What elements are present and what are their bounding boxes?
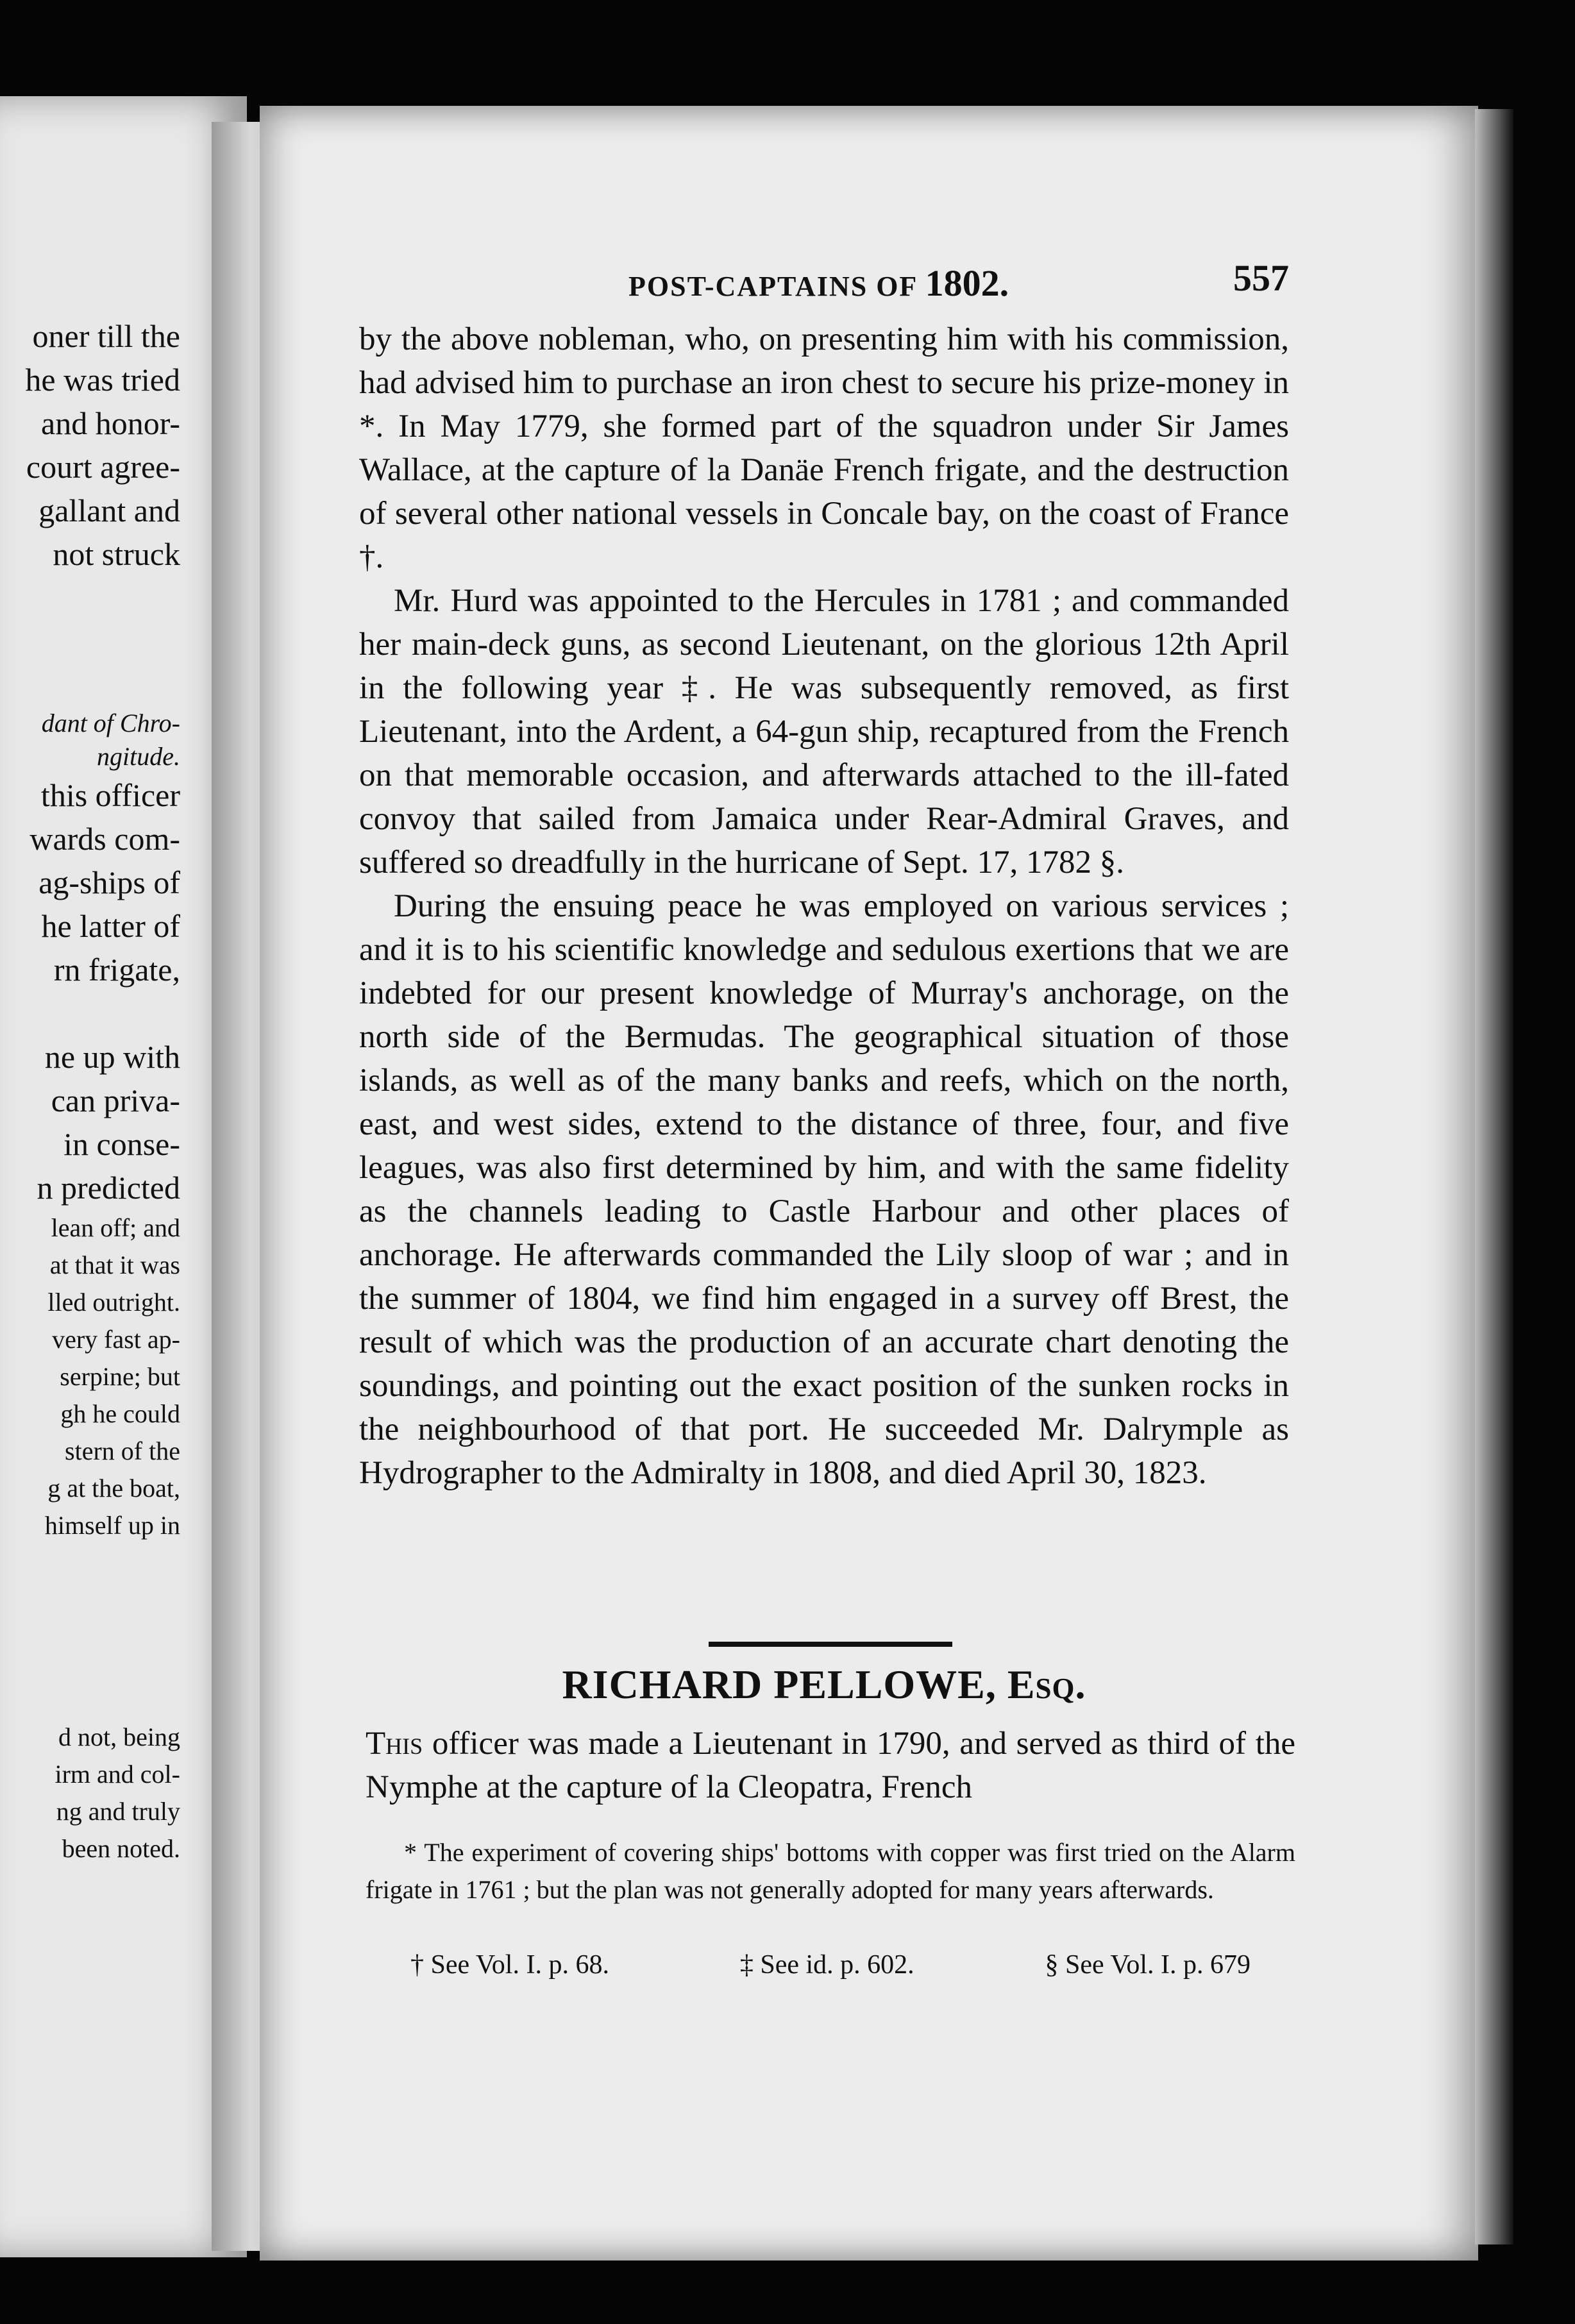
section-paragraph bbox=[366, 1722, 1295, 1809]
left-page-line: court agree- bbox=[26, 449, 180, 485]
left-page-line: stern of the bbox=[65, 1436, 180, 1465]
paragraph-2: Mr. Hurd was appointed to the Hercules in 1781 ; and commanded her main-deck guns, as second Lieutenant, on the glorious 12th April in the following year ‡. He was subsequently removed, as first Lieutenant, into the Ardent, a 64-gun ship, recaptured from the French on that memorable occasion, and afterwards attached to the ill-fated convoy that sailed from Jamaica under Rear-Admiral Graves, and suffered so dreadfully in the hurricane of Sept. 17, 1782 §. bbox=[359, 583, 1289, 880]
left-page-line: been noted. bbox=[62, 1834, 180, 1863]
running-head-year: 1802. bbox=[925, 262, 1009, 304]
running-head-text: POST-CAPTAINS OF bbox=[628, 271, 917, 302]
left-page-line: dant of Chro- bbox=[41, 709, 180, 737]
left-page-line: can priva- bbox=[51, 1082, 180, 1118]
section-text: officer was made a Lieutenant in 1790, and served as third of the Nymphe at the capture of la Cleopatra, French bbox=[366, 1726, 1295, 1805]
section-title-name: RICHARD PELLOWE, bbox=[562, 1662, 997, 1707]
section-lead-word: This bbox=[366, 1726, 423, 1762]
left-page-line: rn frigate, bbox=[53, 952, 180, 988]
left-facing-page bbox=[0, 96, 247, 2257]
left-page-line bbox=[0, 619, 180, 663]
left-page-line: ngitude. bbox=[97, 742, 180, 771]
page-edge bbox=[1475, 109, 1513, 2244]
footnote bbox=[366, 1834, 1295, 1908]
left-page-line: and honor- bbox=[41, 405, 180, 441]
left-page-line: ng and truly bbox=[56, 1797, 180, 1826]
left-page-line: in conse- bbox=[63, 1126, 180, 1162]
left-page-line bbox=[0, 576, 180, 619]
left-page-line: he latter of bbox=[41, 908, 180, 944]
left-page-line bbox=[0, 1544, 180, 1588]
section-divider bbox=[709, 1642, 952, 1647]
left-page-line bbox=[0, 1631, 180, 1675]
left-page-line: irm and col- bbox=[55, 1760, 180, 1789]
footnote-refs bbox=[410, 1949, 1251, 1980]
section-title-suffix: Esq. bbox=[1007, 1662, 1086, 1707]
footnote-ref-double-dagger: ‡ See id. p. 602. bbox=[739, 1950, 914, 1980]
page-number: 557 bbox=[1233, 257, 1289, 299]
left-page-line bbox=[0, 991, 180, 1035]
left-page-line bbox=[0, 1588, 180, 1631]
left-page-line: not struck bbox=[53, 536, 180, 572]
left-page-line: gallant and bbox=[38, 493, 180, 528]
left-page-line: this officer bbox=[40, 777, 180, 813]
left-page-line: lean off; and bbox=[51, 1213, 180, 1242]
left-page-line: himself up in bbox=[44, 1511, 180, 1540]
left-page-line: very fast ap- bbox=[52, 1325, 180, 1354]
left-page-line bbox=[0, 1675, 180, 1719]
left-page-line: lled outright. bbox=[47, 1288, 180, 1317]
left-page-line: g at the boat, bbox=[47, 1474, 180, 1503]
page-header bbox=[359, 257, 1289, 308]
left-page-line: n predicted bbox=[37, 1170, 180, 1206]
body-text bbox=[359, 317, 1289, 1495]
left-page-line: oner till the bbox=[32, 318, 180, 354]
footnote-main: * The experiment of covering ships' bottoms with copper was first tried on the Alarm frigate in 1761 ; but the plan was not generally adopted for many years afterwards. bbox=[366, 1838, 1295, 1904]
section-title bbox=[359, 1661, 1289, 1708]
left-page-line: serpine; but bbox=[60, 1362, 180, 1391]
left-page-line: d not, being bbox=[58, 1722, 180, 1751]
left-page-line: wards com- bbox=[29, 821, 180, 857]
footnote-ref-section: § See Vol. I. p. 679 bbox=[1045, 1950, 1251, 1980]
left-page-line: ne up with bbox=[44, 1039, 180, 1075]
left-page-line: ag-ships of bbox=[38, 864, 180, 900]
footnote-ref-dagger: † See Vol. I. p. 68. bbox=[410, 1950, 609, 1980]
running-head bbox=[628, 262, 1009, 305]
left-page-line: gh he could bbox=[60, 1399, 180, 1428]
paragraph-1: by the above nobleman, who, on presenting him with his commission, had advised him to purchase an iron chest to secure his prize-money in *. In May 1779, she formed part of the squadron under Sir James Wallace, at the capture of la Danäe French frigate, and the destruction of several other national vessels in Concale bay, on the coast of France †. bbox=[359, 321, 1289, 575]
left-page-line bbox=[0, 663, 180, 707]
left-page-text bbox=[0, 314, 180, 1867]
left-page-line: he was tried bbox=[25, 362, 180, 398]
left-page-line: at that it was bbox=[49, 1250, 180, 1279]
paragraph-3: During the ensuing peace he was employed on various services ; and it is to his scientific knowledge and sedulous exertions that we are indebted for our present knowledge of Murray's anchorage, on the north side of the Bermudas. The geographical situation of those islands, as well as of the many banks and reefs, which on the north, east, and west sides, extend to the distance of three, four, and five leagues, was also first determined by him, and with the same fidelity as the channels leading to Castle Harbour and other places of anchorage. He afterwards commanded the Lily sloop of war ; and in the summer of 1804, we find him engaged in a survey off Brest, the result of which was the production of an accurate chart denoting the soundings, and pointing out the exact position of the sunken rocks in the neighbourhood of that port. He succeeded Mr. Dalrymple as Hydrographer to the Admiralty in 1808, and died April 30, 1823. bbox=[359, 888, 1289, 1491]
